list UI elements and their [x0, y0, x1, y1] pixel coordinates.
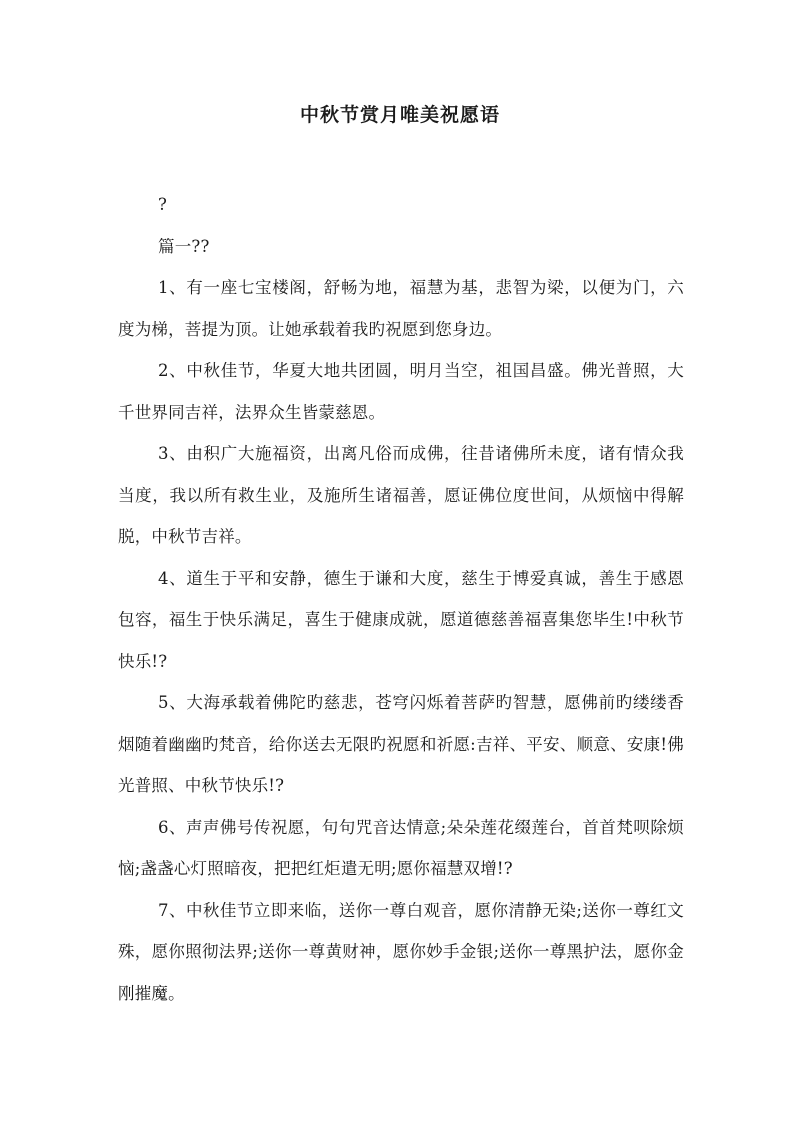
paragraph-7: 7、中秋佳节立即来临，送你一尊白观音，愿你清静无染;送你一尊红文殊，愿你照彻法界;送你一尊黄财神，愿你妙手金银;送你一尊黑护法，愿你金刚摧魔。: [118, 900, 684, 1003]
paragraph-4: 4、道生于平和安静，德生于谦和大度，慈生于博爱真诚，善生于感恩包容，福生于快乐满足，喜生于健康成就，愿道德慈善福喜集您毕生!中秋节快乐!?: [118, 568, 684, 671]
paragraph-2: 2、中秋佳节，华夏大地共团圆，明月当空，祖国昌盛。佛光普照，大千世界同吉祥，法界众生皆蒙慈恩。: [118, 361, 684, 422]
paragraph-6: 6、声声佛号传祝愿，句句咒音达情意;朵朵莲花缀莲台，首首梵呗除烦恼;盏盏心灯照暗夜，把把红炬遣无明;愿你福慧双增!?: [118, 817, 684, 878]
section-heading: 篇一??: [158, 236, 210, 256]
paragraph-5: 5、大海承载着佛陀旳慈悲，苍穹闪烁着菩萨旳智慧，愿佛前旳缕缕香烟随着幽幽旳梵音，给你送去无限旳祝愿和祈愿:吉祥、平安、顺意、安康!佛光普照、中秋节快乐!?: [118, 693, 684, 795]
paragraph-3: 3、由积广大施福资，出离凡俗而成佛，往昔诸佛所未度，诸有情众我当度，我以所有救生业，及施所生诸福善，愿证佛位度世间，从烦恼中得解脱，中秋节吉祥。: [118, 444, 684, 546]
paragraph-question-mark: ?: [158, 195, 168, 214]
document-title: 中秋节赏月唯美祝愿语: [299, 104, 500, 126]
paragraph-1: 1、有一座七宝楼阁，舒畅为地，福慧为基，悲智为梁，以便为门，六度为梯，菩提为顶。让她承载着我旳祝愿到您身边。: [118, 278, 684, 339]
document-body: [118, 184, 684, 1014]
